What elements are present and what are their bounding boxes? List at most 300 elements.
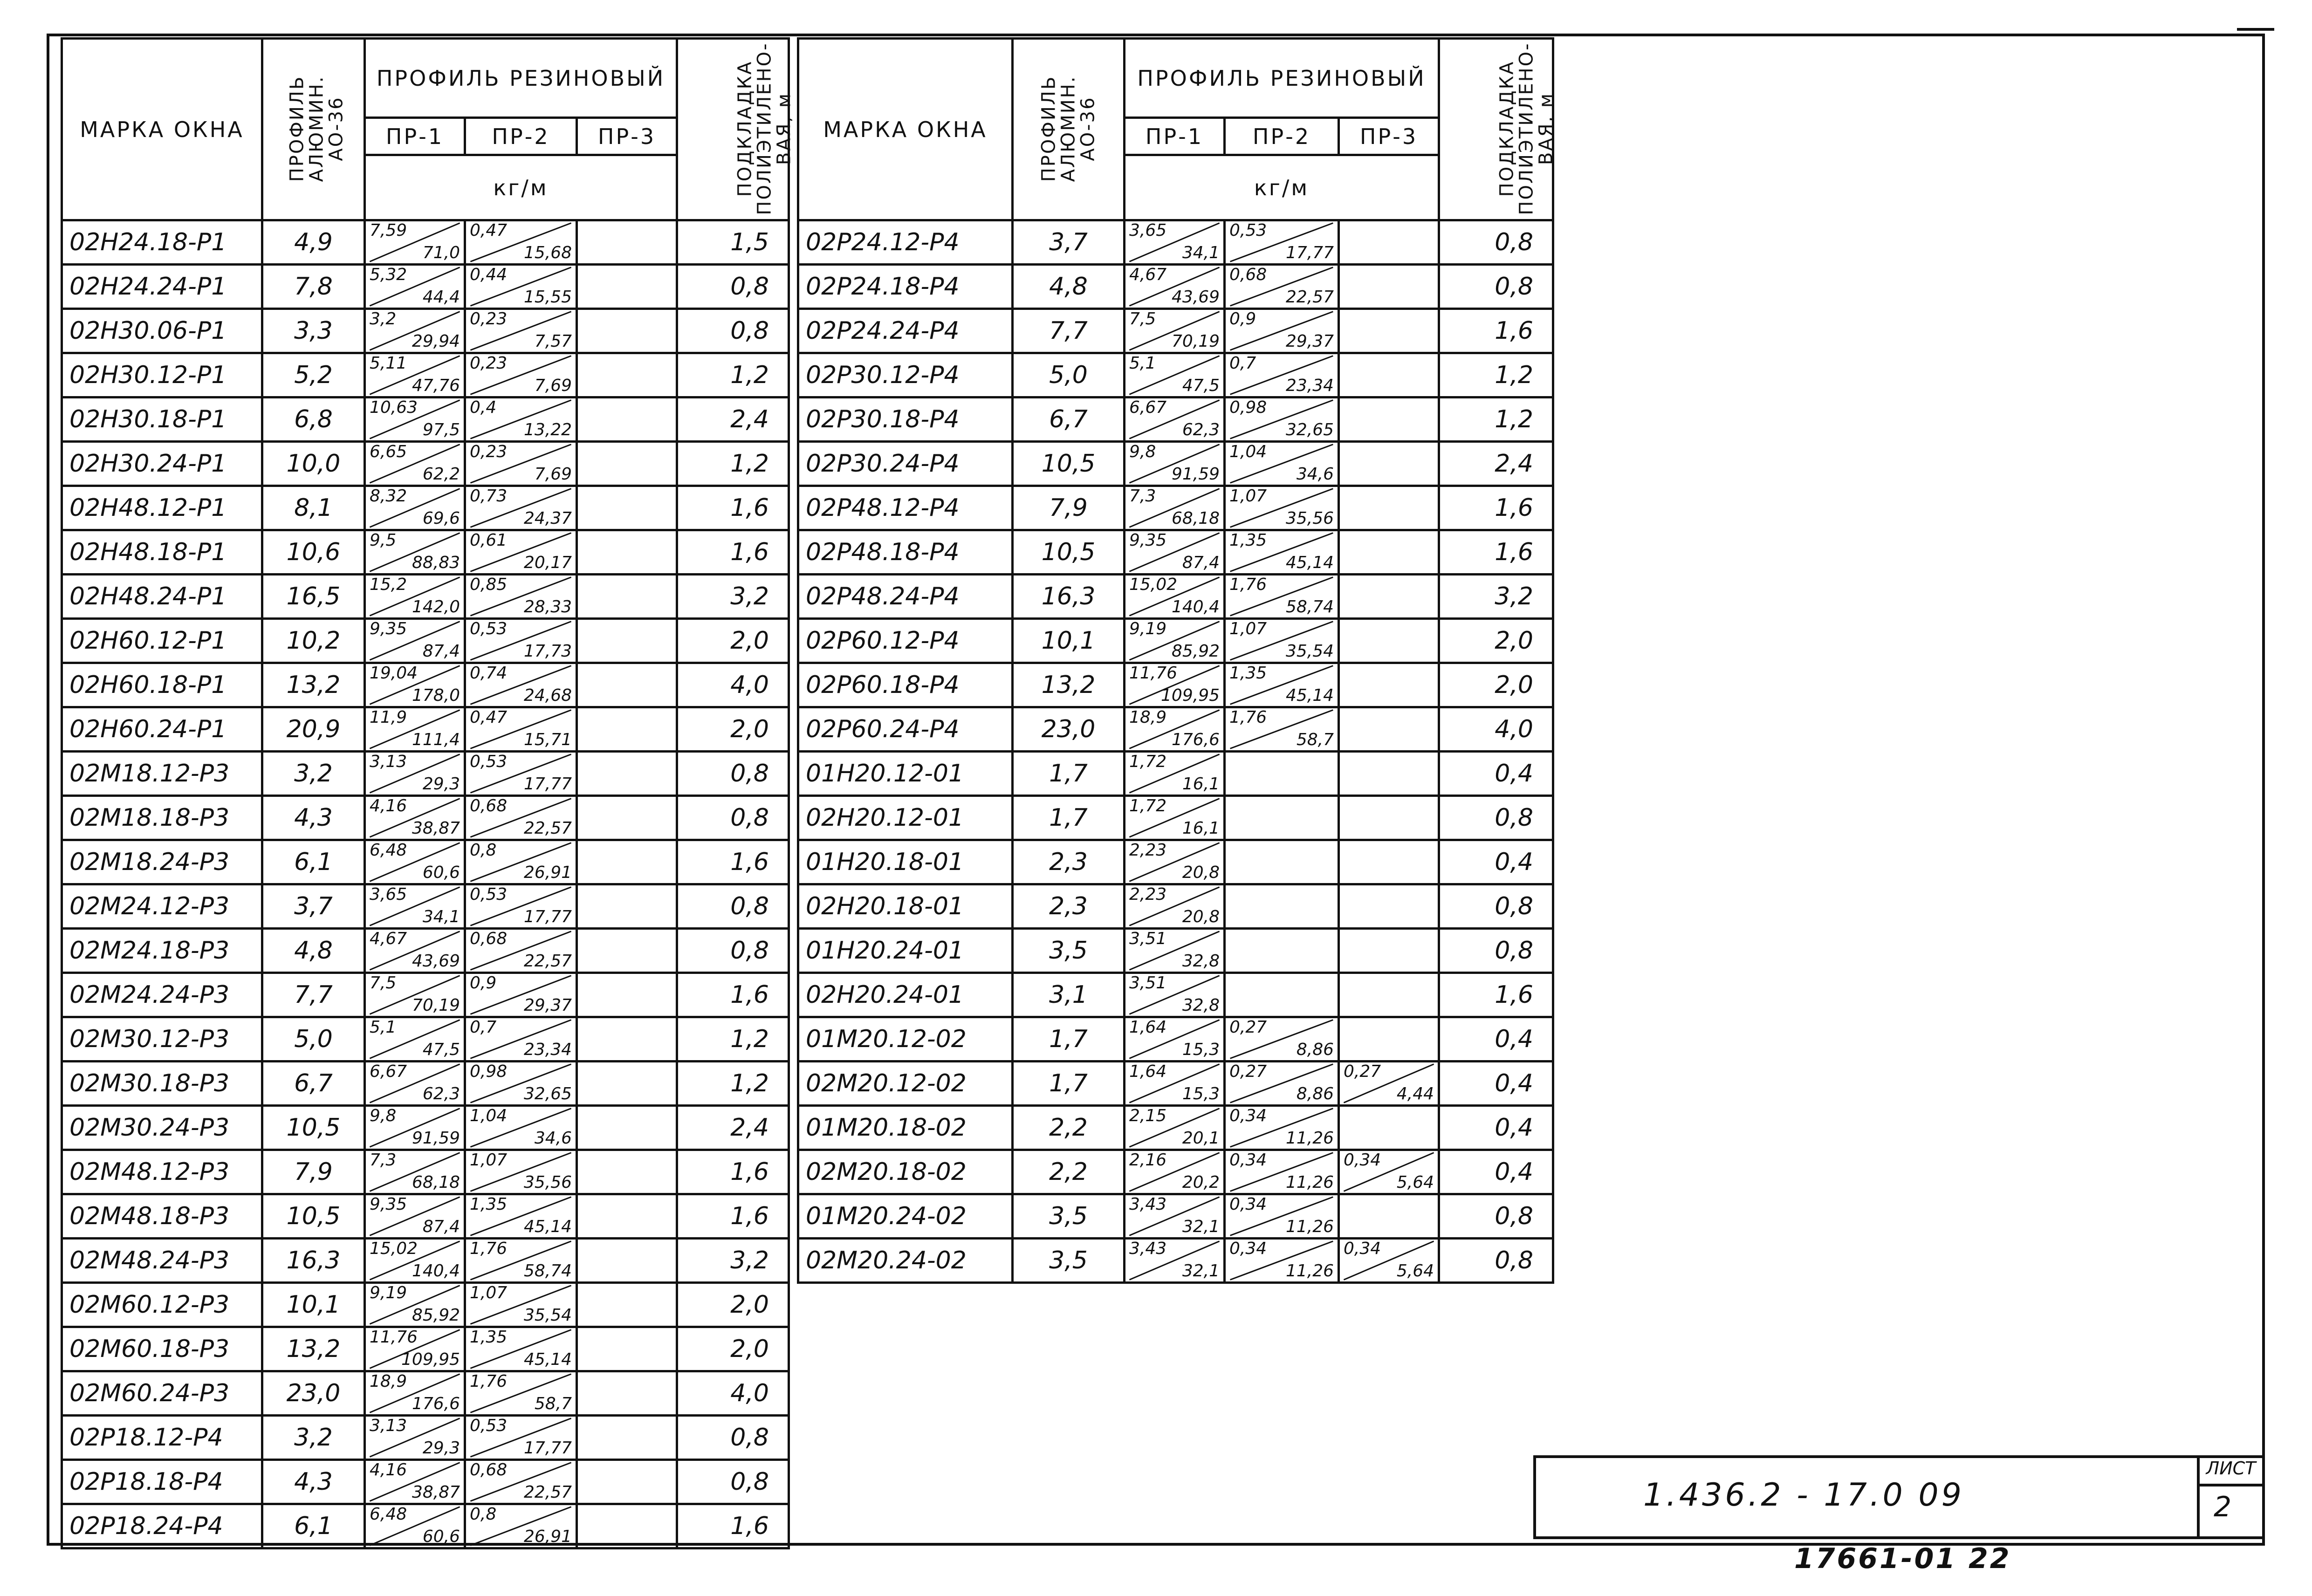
- aluminum-profile-value: 4,3: [262, 796, 365, 840]
- gasket-value: 1,6: [677, 840, 789, 884]
- fraction-denominator: 34,1: [422, 907, 460, 926]
- gasket-value: 2,4: [1439, 442, 1553, 486]
- fraction-numerator: 0,73: [470, 486, 508, 506]
- pr1-value: [365, 1194, 465, 1239]
- pr1-value: [1125, 265, 1225, 309]
- window-mark: 02M60.18-P3: [62, 1327, 262, 1371]
- table-row: [62, 1460, 789, 1504]
- fraction-denominator: 8,86: [1296, 1040, 1334, 1059]
- window-mark: 02M30.24-P3: [62, 1106, 262, 1150]
- header-pr1: ПР-1: [1125, 118, 1225, 155]
- gasket-value: 1,6: [677, 486, 789, 530]
- table-row: [62, 619, 789, 663]
- table-row: [798, 220, 1553, 265]
- pr2-value: [465, 442, 577, 486]
- pr2-value: [465, 1460, 577, 1504]
- fraction-numerator: 0,8: [470, 1505, 497, 1524]
- pr1-value: [365, 663, 465, 707]
- header-gasket-line: ВАЯ, м: [773, 92, 795, 165]
- table-row: [62, 1327, 789, 1371]
- fraction-numerator: 9,35: [370, 1195, 407, 1214]
- table-row: [798, 309, 1553, 353]
- fraction-numerator: 0,34: [1229, 1151, 1267, 1170]
- fraction-numerator: 0,98: [470, 1062, 508, 1081]
- pr1-value: [1125, 220, 1225, 265]
- pr1-value: [365, 1150, 465, 1194]
- window-mark: 02M20.12-02: [798, 1062, 1013, 1106]
- fraction-denominator: 71,0: [422, 243, 460, 262]
- fraction-denominator: 70,19: [1171, 332, 1220, 351]
- pr3-value: [1339, 353, 1439, 397]
- pr1-value: [1125, 840, 1225, 884]
- fraction-denominator: 43,69: [412, 952, 460, 971]
- window-mark: 02P60.24-P4: [798, 707, 1013, 752]
- pr2-value: [1225, 442, 1339, 486]
- gasket-value: 2,0: [677, 1327, 789, 1371]
- fraction-numerator: 7,5: [1129, 309, 1156, 329]
- fraction-numerator: 6,67: [370, 1062, 407, 1081]
- header-profile-rubber: ПРОФИЛЬ РЕЗИНОВЫЙ: [1125, 39, 1439, 118]
- table-row: [62, 397, 789, 442]
- pr2-value: [465, 1017, 577, 1062]
- header-profile-alu-text: [1039, 75, 1098, 182]
- aluminum-profile-value: 6,7: [262, 1062, 365, 1106]
- aluminum-profile-value: 10,5: [262, 1106, 365, 1150]
- fraction-numerator: 1,04: [470, 1106, 508, 1125]
- pr2-value: [465, 309, 577, 353]
- fraction-numerator: 18,9: [370, 1372, 407, 1391]
- header-gasket-text: [1497, 42, 1556, 215]
- aluminum-profile-value: 3,7: [1013, 220, 1125, 265]
- pr1-value: [365, 1062, 465, 1106]
- pr1-value: [365, 752, 465, 796]
- fraction-denominator: 29,37: [1285, 332, 1334, 351]
- pr3-value: [577, 397, 677, 442]
- fraction-denominator: 45,14: [523, 1350, 572, 1369]
- window-mark: 02P24.24-P4: [798, 309, 1013, 353]
- fraction-denominator: 97,5: [422, 420, 460, 439]
- fraction-numerator: 3,13: [370, 752, 407, 771]
- fraction-numerator: 4,16: [370, 1460, 407, 1480]
- table-row: [62, 265, 789, 309]
- gasket-value: 3,2: [1439, 575, 1553, 619]
- pr3-value: [577, 1062, 677, 1106]
- title-block: [1533, 1455, 2265, 1539]
- window-mark: 02H20.24-01: [798, 973, 1013, 1017]
- pr3-value: [1339, 1106, 1439, 1150]
- fraction-denominator: 178,0: [412, 686, 460, 705]
- fraction-numerator: 4,67: [1129, 265, 1167, 284]
- window-mark: 02H60.24-P1: [62, 707, 262, 752]
- fraction-denominator: 68,18: [412, 1173, 460, 1192]
- fraction-numerator: 9,5: [370, 531, 397, 550]
- table-row: [62, 840, 789, 884]
- table-row: [798, 796, 1553, 840]
- pr1-value: [365, 309, 465, 353]
- gasket-value: 1,6: [677, 1504, 789, 1548]
- fraction-denominator: 13,22: [523, 420, 572, 439]
- aluminum-profile-value: 8,1: [262, 486, 365, 530]
- pr1-value: [365, 1327, 465, 1371]
- gasket-value: 1,5: [677, 220, 789, 265]
- fraction-denominator: 87,4: [422, 642, 460, 661]
- fraction-numerator: 15,02: [370, 1239, 418, 1258]
- header-gasket-line: ПОДКЛАДКА: [734, 60, 756, 197]
- pr1-value: [365, 707, 465, 752]
- window-mark: 02P48.18-P4: [798, 530, 1013, 575]
- fraction-denominator: 20,2: [1182, 1173, 1220, 1192]
- fraction-numerator: 1,64: [1129, 1062, 1167, 1081]
- pr2-value: [465, 796, 577, 840]
- aluminum-profile-value: 3,2: [262, 1416, 365, 1460]
- header-pr2: ПР-2: [1225, 118, 1339, 155]
- fraction-denominator: 111,4: [412, 730, 460, 749]
- aluminum-profile-value: 1,7: [1013, 1017, 1125, 1062]
- pr1-value: [365, 796, 465, 840]
- fraction-denominator: 17,77: [523, 774, 572, 794]
- pr3-value: [577, 884, 677, 929]
- fraction-numerator: 0,34: [1344, 1239, 1381, 1258]
- table-row: [798, 840, 1553, 884]
- aluminum-profile-value: 10,5: [1013, 442, 1125, 486]
- aluminum-profile-value: 3,5: [1013, 1194, 1125, 1239]
- header-profile-alu-text: [287, 75, 346, 182]
- header-unit: кг/м: [365, 155, 677, 220]
- aluminum-profile-value: 2,2: [1013, 1150, 1125, 1194]
- fraction-denominator: 5,64: [1396, 1173, 1434, 1192]
- fraction-denominator: 44,4: [422, 288, 460, 307]
- pr2-value: [1225, 575, 1339, 619]
- fraction-denominator: 26,91: [523, 863, 572, 882]
- header-profile-alu-line: ПРОФИЛЬ: [286, 75, 308, 182]
- fraction-denominator: 17,77: [1285, 243, 1334, 262]
- aluminum-profile-value: 20,9: [262, 707, 365, 752]
- fraction-numerator: 9,35: [370, 619, 407, 638]
- gasket-value: 1,2: [677, 353, 789, 397]
- table-row: [798, 973, 1553, 1017]
- fraction-numerator: 0,34: [1229, 1239, 1267, 1258]
- fraction-numerator: 5,1: [370, 1018, 397, 1037]
- window-mark: 02H30.06-P1: [62, 309, 262, 353]
- fraction-numerator: 6,48: [370, 1505, 407, 1524]
- gasket-value: 0,8: [677, 309, 789, 353]
- pr3-value: [577, 929, 677, 973]
- fraction-numerator: 0,61: [470, 531, 508, 550]
- fraction-denominator: 7,69: [534, 376, 572, 395]
- gasket-value: 0,8: [1439, 796, 1553, 840]
- gasket-value: 1,2: [677, 442, 789, 486]
- window-mark: 02M48.12-P3: [62, 1150, 262, 1194]
- fraction-denominator: 7,69: [534, 465, 572, 484]
- fraction-numerator: 0,34: [1229, 1195, 1267, 1214]
- fraction-numerator: 1,72: [1129, 796, 1167, 815]
- fraction-denominator: 60,6: [422, 863, 460, 882]
- fraction-denominator: 29,3: [422, 774, 460, 794]
- pr1-value: [365, 929, 465, 973]
- fraction-numerator: 1,35: [1229, 531, 1267, 550]
- archive-number: 17661-01 22: [1794, 1542, 2011, 1575]
- fraction-numerator: 0,7: [1229, 354, 1256, 373]
- pr2-value: [1225, 1062, 1339, 1106]
- fraction-numerator: 0,44: [470, 265, 508, 284]
- fraction-numerator: 0,4: [470, 398, 497, 417]
- gasket-value: 1,6: [1439, 973, 1553, 1017]
- fraction-numerator: 1,07: [1229, 619, 1267, 638]
- pr3-value: [1339, 1017, 1439, 1062]
- table-row: [798, 707, 1553, 752]
- pr3-value: [577, 530, 677, 575]
- fraction-denominator: 22,57: [523, 952, 572, 971]
- fraction-numerator: 15,2: [370, 575, 407, 594]
- fraction-numerator: 0,9: [470, 973, 497, 993]
- aluminum-profile-value: 7,9: [1013, 486, 1125, 530]
- gasket-value: 0,8: [677, 752, 789, 796]
- pr2-value: [465, 1150, 577, 1194]
- fraction-denominator: 62,3: [1182, 420, 1220, 439]
- fraction-denominator: 15,68: [523, 243, 572, 262]
- fraction-denominator: 38,87: [412, 819, 460, 838]
- gasket-value: 2,0: [1439, 619, 1553, 663]
- window-mark: 02M60.12-P3: [62, 1283, 262, 1327]
- fraction-numerator: 18,9: [1129, 708, 1167, 727]
- aluminum-profile-value: 3,7: [262, 884, 365, 929]
- pr1-value: [1125, 1194, 1225, 1239]
- fraction-denominator: 87,4: [1182, 553, 1220, 572]
- gasket-value: 1,6: [1439, 530, 1553, 575]
- window-mark: 02P18.24-P4: [62, 1504, 262, 1548]
- aluminum-profile-value: 10,5: [262, 1194, 365, 1239]
- aluminum-profile-value: 13,2: [1013, 663, 1125, 707]
- gasket-value: 1,6: [677, 530, 789, 575]
- aluminum-profile-value: 4,8: [1013, 265, 1125, 309]
- gasket-value: 2,0: [677, 1283, 789, 1327]
- fraction-denominator: 32,8: [1182, 996, 1220, 1015]
- pr2-value: [1225, 530, 1339, 575]
- table-row: [62, 796, 789, 840]
- pr2-value: [465, 397, 577, 442]
- window-mark: 01H20.24-01: [798, 929, 1013, 973]
- gasket-value: 1,6: [677, 1150, 789, 1194]
- pr2-value: [465, 663, 577, 707]
- gasket-value: 1,6: [677, 1194, 789, 1239]
- fraction-denominator: 176,6: [1171, 730, 1220, 749]
- aluminum-profile-value: 1,7: [1013, 1062, 1125, 1106]
- fraction-numerator: 0,53: [470, 885, 508, 904]
- table-row: [62, 1194, 789, 1239]
- header-gasket-line: ВАЯ, м: [1535, 92, 1557, 165]
- fraction-numerator: 6,48: [370, 841, 407, 860]
- pr3-value: [1339, 309, 1439, 353]
- fraction-denominator: 8,86: [1296, 1084, 1334, 1103]
- aluminum-profile-value: 3,1: [1013, 973, 1125, 1017]
- pr1-value: [365, 1283, 465, 1327]
- pr3-value: [1339, 929, 1439, 973]
- pr1-value: [1125, 486, 1225, 530]
- fraction-numerator: 1,76: [470, 1239, 508, 1258]
- pr1-value: [1125, 309, 1225, 353]
- document-code: 1.436.2 - 17.0 09: [1643, 1477, 1964, 1514]
- fraction-numerator: 7,3: [370, 1151, 397, 1170]
- pr2-value: [1225, 220, 1339, 265]
- fraction-denominator: 88,83: [412, 553, 460, 572]
- pr2-value: [465, 1106, 577, 1150]
- pr3-value: [1339, 442, 1439, 486]
- pr3-value: [1339, 1239, 1439, 1283]
- sheet-number: 2: [2214, 1491, 2232, 1523]
- pr3-value: [577, 796, 677, 840]
- pr1-value: [1125, 397, 1225, 442]
- fraction-numerator: 15,02: [1129, 575, 1178, 594]
- fraction-denominator: 62,2: [422, 465, 460, 484]
- gasket-value: 0,8: [677, 796, 789, 840]
- gasket-value: 0,8: [1439, 884, 1553, 929]
- fraction-numerator: 0,47: [470, 221, 508, 240]
- fraction-denominator: 5,64: [1396, 1261, 1434, 1281]
- fraction-denominator: 17,77: [523, 1438, 572, 1458]
- fraction-numerator: 0,34: [1344, 1151, 1381, 1170]
- fraction-numerator: 0,53: [470, 1416, 508, 1435]
- gasket-value: 1,6: [1439, 309, 1553, 353]
- pr2-value: [1225, 1106, 1339, 1150]
- pr1-value: [365, 840, 465, 884]
- fraction-denominator: 22,57: [523, 1483, 572, 1502]
- fraction-denominator: 16,1: [1182, 819, 1220, 838]
- pr3-value: [577, 840, 677, 884]
- fraction-denominator: 15,3: [1182, 1084, 1220, 1103]
- fraction-denominator: 85,92: [1171, 642, 1220, 661]
- window-mark: 02H20.18-01: [798, 884, 1013, 929]
- fraction-denominator: 26,91: [523, 1527, 572, 1546]
- table-row: [798, 929, 1553, 973]
- header-profile-alu-line: АО-36: [1077, 96, 1099, 161]
- fraction-denominator: 47,5: [422, 1040, 460, 1059]
- fraction-denominator: 87,4: [422, 1217, 460, 1236]
- fraction-denominator: 24,68: [523, 686, 572, 705]
- pr1-value: [365, 486, 465, 530]
- fraction-numerator: 1,35: [470, 1195, 508, 1214]
- pr2-value: [465, 353, 577, 397]
- fraction-denominator: 68,18: [1171, 509, 1220, 528]
- table-row: [798, 752, 1553, 796]
- fraction-numerator: 3,65: [1129, 221, 1167, 240]
- fraction-numerator: 0,68: [470, 796, 508, 815]
- pr1-value: [365, 353, 465, 397]
- corner-tick: [2237, 28, 2274, 31]
- gasket-value: 0,4: [1439, 752, 1553, 796]
- pr2-value: [465, 929, 577, 973]
- aluminum-profile-value: 10,1: [1013, 619, 1125, 663]
- header-pr3: ПР-3: [1339, 118, 1439, 155]
- window-mark: 02H30.18-P1: [62, 397, 262, 442]
- window-mark: 01M20.24-02: [798, 1194, 1013, 1239]
- pr2-value: [1225, 1017, 1339, 1062]
- pr2-value: [465, 1283, 577, 1327]
- fraction-denominator: 85,92: [412, 1306, 460, 1325]
- fraction-numerator: 0,53: [470, 619, 508, 638]
- pr3-value: [577, 1327, 677, 1371]
- gasket-value: 1,2: [1439, 397, 1553, 442]
- pr2-value: [465, 1062, 577, 1106]
- pr2-value: [1225, 707, 1339, 752]
- aluminum-profile-value: 23,0: [1013, 707, 1125, 752]
- table-row: [798, 663, 1553, 707]
- pr3-value: [1339, 707, 1439, 752]
- window-mark: 02H48.24-P1: [62, 575, 262, 619]
- pr1-value: [365, 619, 465, 663]
- fraction-denominator: 109,95: [1161, 686, 1220, 705]
- aluminum-profile-value: 3,3: [262, 309, 365, 353]
- fraction-denominator: 45,14: [1285, 686, 1334, 705]
- fraction-denominator: 35,56: [523, 1173, 572, 1192]
- header-pr2: ПР-2: [465, 118, 577, 155]
- window-mark: 02M24.18-P3: [62, 929, 262, 973]
- aluminum-profile-value: 16,3: [262, 1239, 365, 1283]
- aluminum-profile-value: 2,3: [1013, 840, 1125, 884]
- fraction-numerator: 5,1: [1129, 354, 1156, 373]
- window-mark: 02M48.18-P3: [62, 1194, 262, 1239]
- fraction-denominator: 20,8: [1182, 907, 1220, 926]
- aluminum-profile-value: 7,7: [1013, 309, 1125, 353]
- pr2-value: [465, 707, 577, 752]
- pr2-value: [465, 884, 577, 929]
- pr3-value: [577, 486, 677, 530]
- fraction-numerator: 1,35: [470, 1328, 508, 1347]
- window-mark: 02P24.12-P4: [798, 220, 1013, 265]
- fraction-numerator: 1,07: [470, 1151, 508, 1170]
- fraction-numerator: 3,51: [1129, 929, 1167, 948]
- gasket-value: 4,0: [677, 663, 789, 707]
- pr1-value: [365, 1416, 465, 1460]
- pr2-value: [465, 1239, 577, 1283]
- fraction-denominator: 140,4: [412, 1261, 460, 1281]
- pr3-value: [577, 265, 677, 309]
- fraction-numerator: 9,8: [1129, 442, 1156, 461]
- fraction-numerator: 4,67: [370, 929, 407, 948]
- gasket-value: 0,8: [1439, 220, 1553, 265]
- fraction-denominator: 58,7: [1296, 730, 1334, 749]
- fraction-numerator: 0,9: [1229, 309, 1256, 329]
- pr3-value: [577, 1194, 677, 1239]
- fraction-denominator: 34,1: [1182, 243, 1220, 262]
- fraction-numerator: 9,8: [370, 1106, 397, 1125]
- fraction-numerator: 1,72: [1129, 752, 1167, 771]
- table-row: [62, 929, 789, 973]
- pr3-value: [577, 1460, 677, 1504]
- pr2-value: [465, 575, 577, 619]
- fraction-denominator: 15,55: [523, 288, 572, 307]
- fraction-numerator: 2,16: [1129, 1151, 1167, 1170]
- aluminum-profile-value: 2,2: [1013, 1106, 1125, 1150]
- fraction-numerator: 7,3: [1129, 486, 1156, 506]
- pr1-value: [1125, 1017, 1225, 1062]
- window-spec-table-right: [797, 37, 1557, 1284]
- fraction-denominator: 91,59: [412, 1129, 460, 1148]
- aluminum-profile-value: 16,5: [262, 575, 365, 619]
- table-row: [798, 884, 1553, 929]
- fraction-denominator: 47,76: [412, 376, 460, 395]
- pr1-value: [1125, 796, 1225, 840]
- fraction-numerator: 0,74: [470, 664, 508, 683]
- aluminum-profile-value: 5,0: [262, 1017, 365, 1062]
- header-profile-alu-line: АЛЮМИН.: [1057, 75, 1079, 182]
- window-mark: 02P30.24-P4: [798, 442, 1013, 486]
- fraction-denominator: 32,1: [1182, 1261, 1220, 1281]
- header-profile-alu-line: АО-36: [325, 96, 347, 161]
- fraction-denominator: 29,3: [422, 1438, 460, 1458]
- table-row: [62, 1017, 789, 1062]
- pr2-value: [1225, 265, 1339, 309]
- pr3-value: [577, 442, 677, 486]
